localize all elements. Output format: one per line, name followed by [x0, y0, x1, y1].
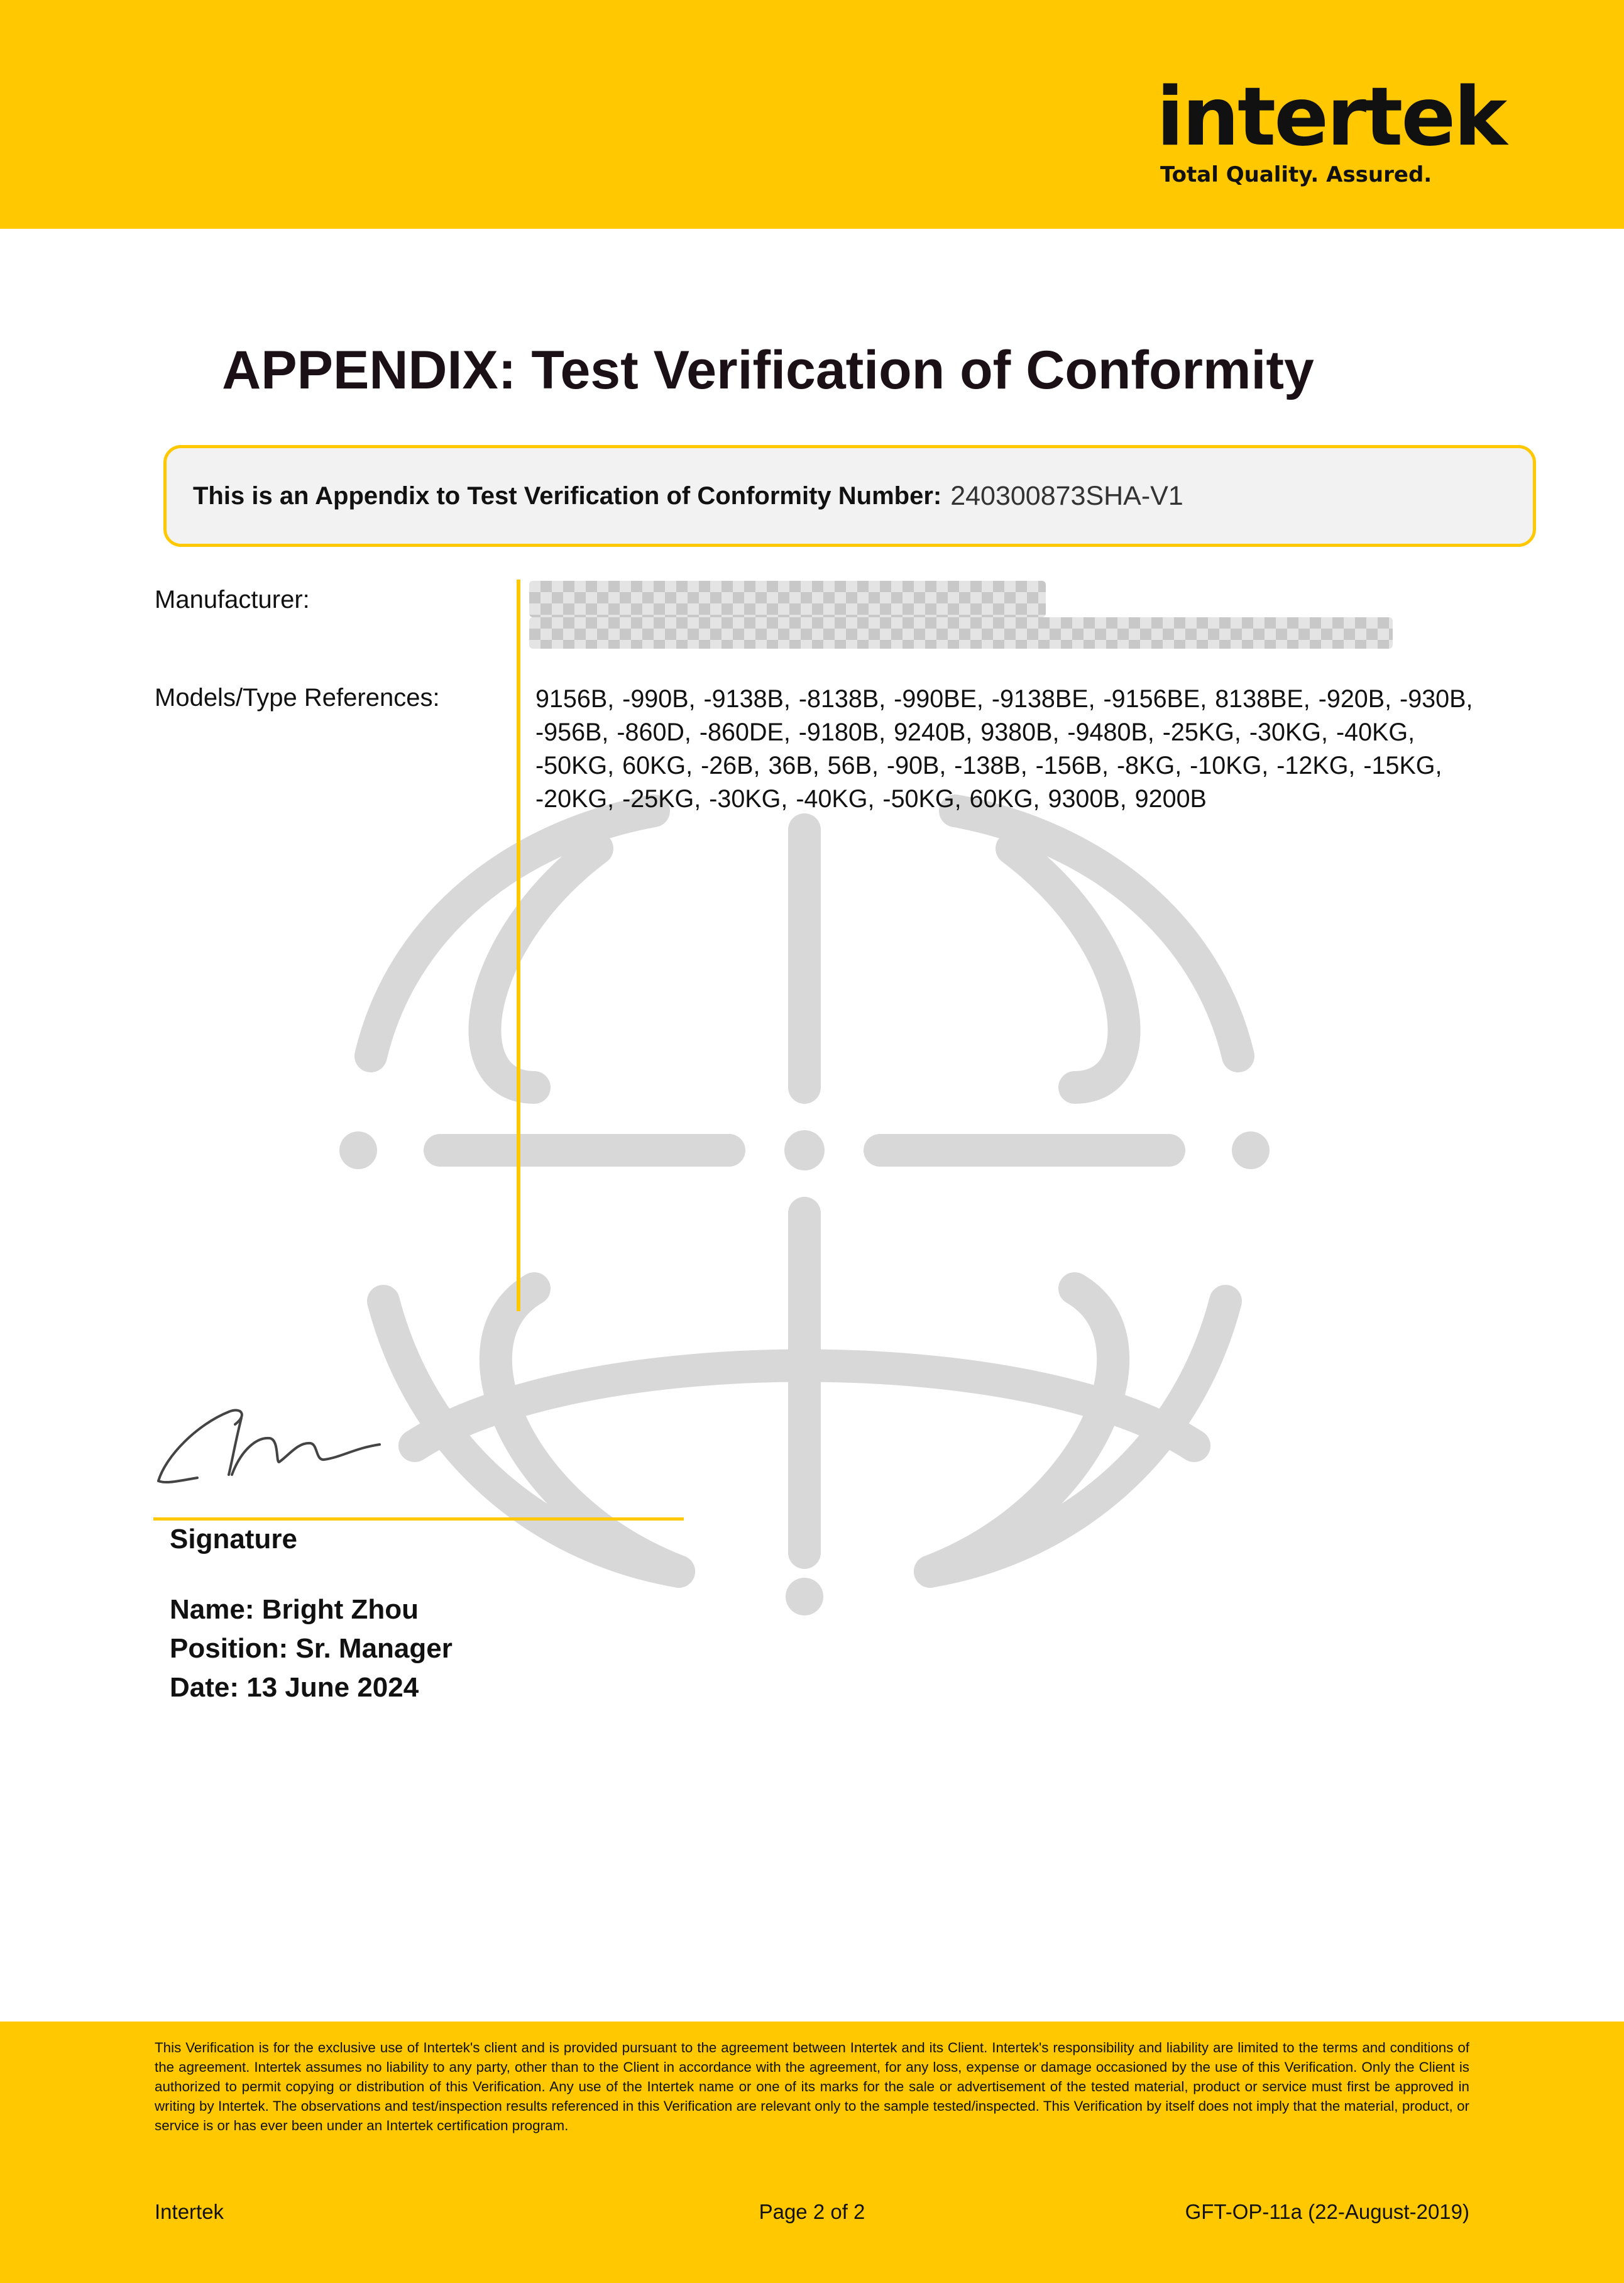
manufacturer-redacted-line2	[529, 617, 1393, 649]
footer-company: Intertek	[155, 2200, 224, 2223]
footer-disclaimer: This Verification is for the exclusive use of Intertek's client and is provided pursuant to the agreement between Intertek and its Client. Intertek's responsibility and liability are limited to the terms and conditions of the agreement. Intertek assumes no liability to any party, other than to the Client in accordance with the agreement, for any loss, expense or damage occasioned by the use of this Verification. Only the Client is authorized to permit copying or distribution of this Verification. Any use of the Intertek name or one of its marks for the sale or advertisement of the tested material, product or service must first be approved in writing by Intertek. The observations and test/inspection results referenced in this Verification are relevant only to the sample tested/inspected. This Verification by itself does not imply that the material, product, or service is or has ever been under an Intertek certification program.	[155, 2040, 1469, 2133]
models-value	[535, 683, 1497, 816]
signer-position: Position: Sr. Manager	[170, 1633, 453, 1664]
appendix-number-label: This is an Appendix to Test Verification of Conformity Number:	[193, 481, 942, 510]
field-divider	[517, 580, 520, 1311]
appendix-number-value: 240300873SHA-V1	[950, 480, 1183, 511]
logo-tagline: Total Quality. Assured.	[1160, 162, 1432, 187]
signature-line	[153, 1517, 684, 1521]
signer-name: Name: Bright Zhou	[170, 1594, 419, 1625]
signature-label: Signature	[170, 1524, 297, 1554]
models-label: Models/Type References:	[155, 684, 440, 712]
signature-date: Date: 13 June 2024	[170, 1672, 419, 1703]
manufacturer-label: Manufacturer:	[155, 586, 310, 613]
intertek-logo	[1156, 70, 1506, 187]
handwritten-signature	[153, 1374, 424, 1487]
page-title: APPENDIX: Test Verification of Conformity	[222, 340, 1314, 400]
models-list: 9156B, -990B, -9138B, -8138B, -990BE, -9138BE, -9156BE, 8138BE, -920B, -930B, -956B, -860D, -860DE, -9180B, 9240B, 9380B, -9480B, -25KG, -30KG, -40KG, -50KG, 60KG, -26B, 36B, 56B, -90B, -138B, -156B, -8KG, -10KG, -12KG, -15KG, -20KG, -25KG, -30KG, -40KG, -50KG, 60KG, 9300B, 9200B	[535, 685, 1473, 813]
footer-page-number: Page 2 of 2	[759, 2200, 865, 2223]
footer-form-code: GFT-OP-11a (22-August-2019)	[1185, 2200, 1469, 2223]
appendix-number-box	[163, 445, 1536, 547]
logo-wordmark: intertek	[1156, 70, 1506, 164]
globe-watermark-icon	[327, 735, 1282, 1641]
manufacturer-redacted	[529, 581, 1046, 617]
